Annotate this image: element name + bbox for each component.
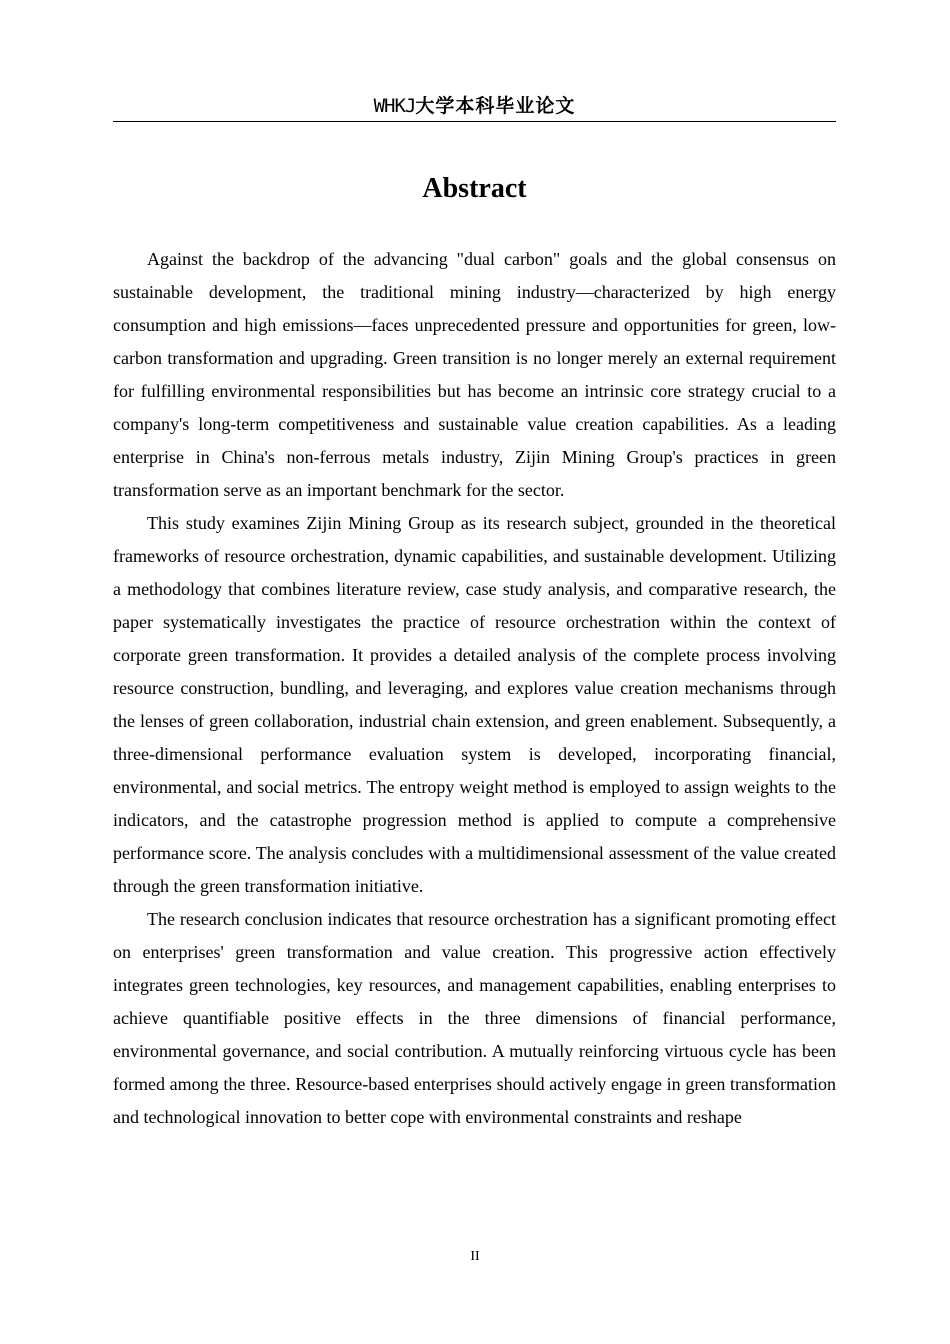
header-thesis-label: 大学本科毕业论文 — [415, 95, 576, 117]
abstract-title: Abstract — [422, 173, 527, 204]
abstract-paragraph-1: Against the backdrop of the advancing "dual carbon" goals and the global consensus on sustainable development, the traditional mining industry—characterized by high energy consumption and high emissions—faces unprecedented pressure and opportunities for green, low-carbon transformation and upgrading. Green transition is no longer merely an external requirement for fulfilling environmental responsibilities but has become an intrinsic core strategy crucial to a company's long-term competitiveness and sustainable value creation capabilities. As a leading enterprise in China's non-ferrous metals industry, Zijin Mining Group's practices in green transformation serve as an important benchmark for the sector. — [113, 249, 836, 500]
abstract-paragraph-3: The research conclusion indicates that resource orchestration has a significant promoting effect on enterprises' green transformation and value creation. This progressive action effectively integrates green technologies, key resources, and management capabilities, enabling enterprises to achieve quantifiable positive effects in the three dimensions of financial performance, environmental governance, and social contribution. A mutually reinforcing virtuous cycle has been formed among the three. Resource-based enterprises should actively engage in green transformation and technological innovation to better cope with environmental constraints and reshape — [113, 909, 836, 1127]
header-university-code: WHKJ — [373, 95, 416, 117]
abstract-body — [113, 243, 836, 1134]
abstract-paragraph-2: This study examines Zijin Mining Group as its research subject, grounded in the theoretical frameworks of resource orchestration, dynamic capabilities, and sustainable development. Utilizing a methodology that combines literature review, case study analysis, and comparative research, the paper systematically investigates the practice of resource orchestration within the context of corporate green transformation. It provides a detailed analysis of the complete process involving resource construction, bundling, and leveraging, and explores value creation mechanisms through the lenses of green collaboration, industrial chain extension, and green enablement. Subsequently, a three-dimensional performance evaluation system is developed, incorporating financial, environmental, and social metrics. The entropy weight method is employed to assign weights to the indicators, and the catastrophe progression method is applied to compute a comprehensive performance score. The analysis concludes with a multidimensional assessment of the value created through the green transformation initiative. — [113, 513, 836, 896]
running-header — [113, 94, 836, 122]
page-number: II — [470, 1249, 480, 1264]
